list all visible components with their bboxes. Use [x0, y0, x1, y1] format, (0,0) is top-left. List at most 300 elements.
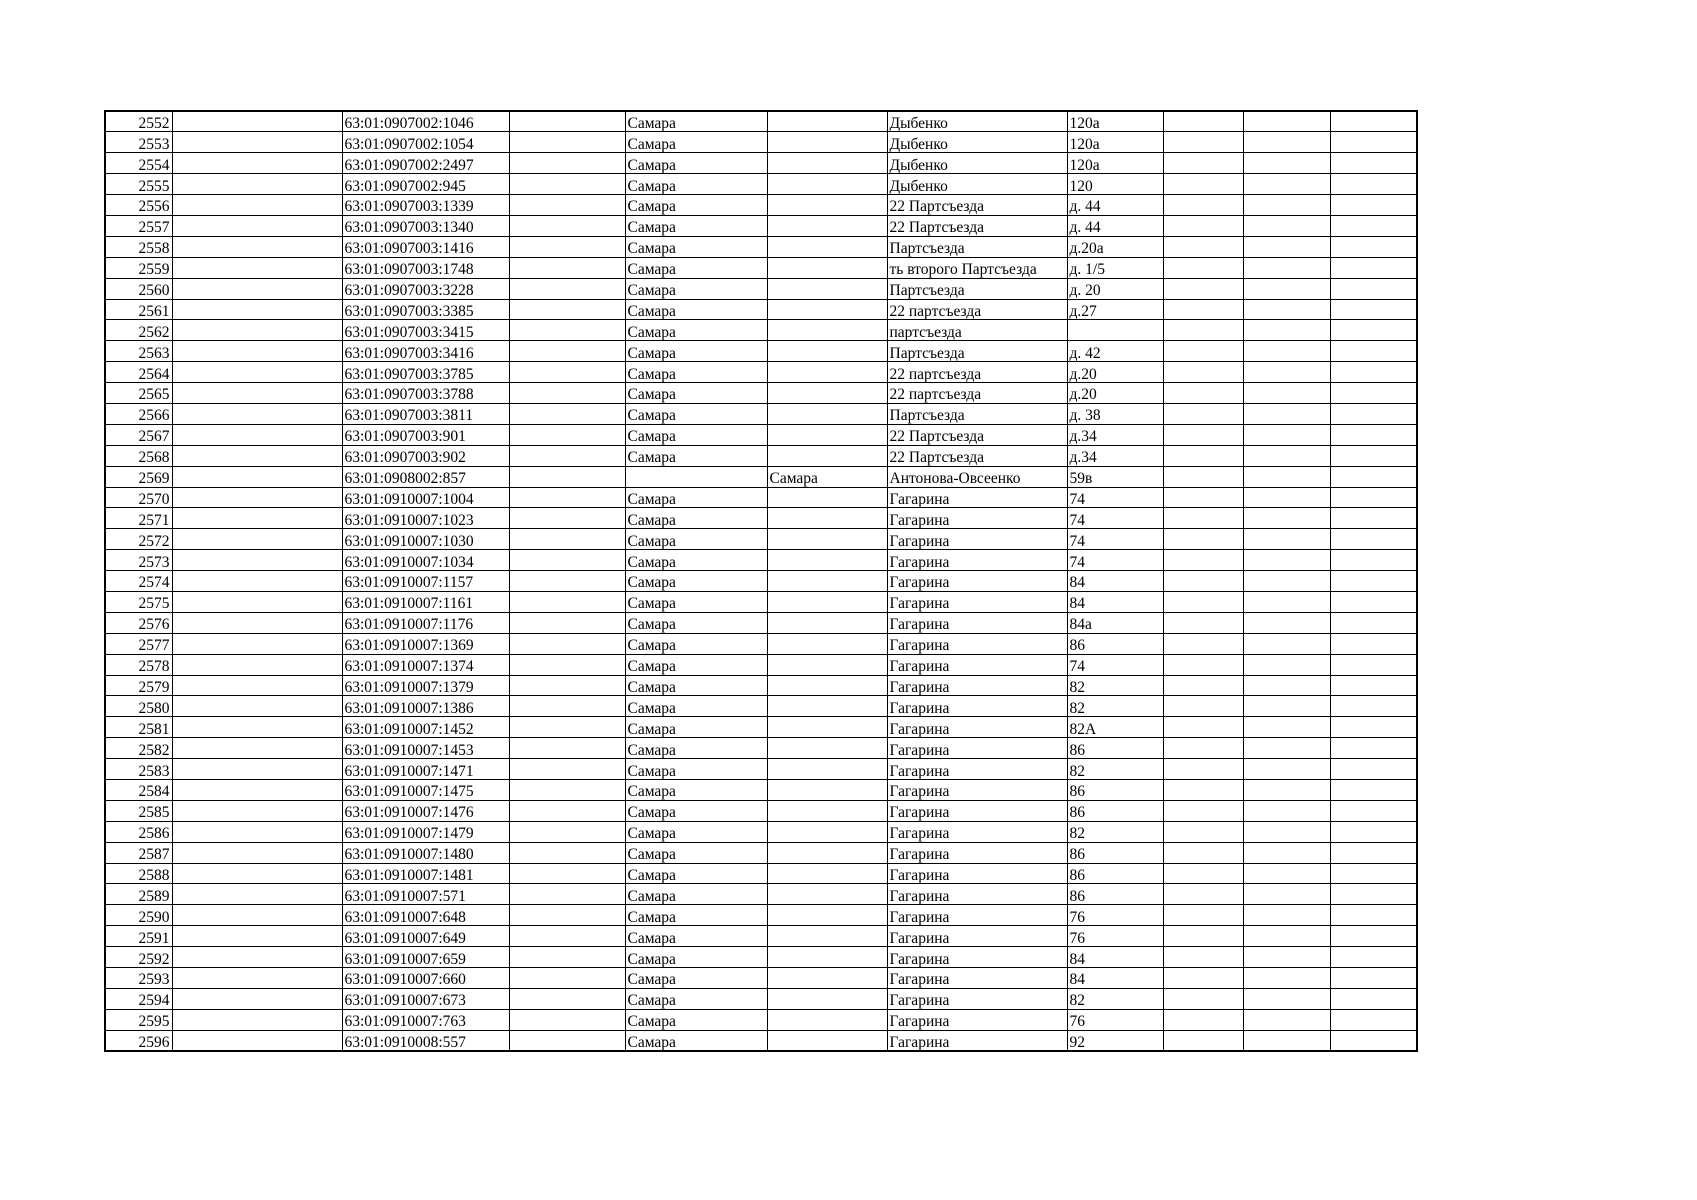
empty-cell	[172, 759, 342, 780]
city-cell: Самара	[625, 236, 767, 257]
empty-cell	[172, 800, 342, 821]
table-row	[105, 362, 1417, 383]
row-number-cell: 2595	[105, 1009, 172, 1030]
street-cell: Гагарина	[887, 571, 1067, 592]
city-cell: Самара	[625, 111, 767, 132]
house-number-cell: д. 1/5	[1067, 257, 1163, 278]
cadastral-number-cell: 63:01:0907003:3228	[342, 278, 509, 299]
locality-cell	[767, 153, 887, 174]
table-row	[105, 905, 1417, 926]
cadastral-number-cell: 63:01:0910007:1004	[342, 487, 509, 508]
row-number-cell: 2552	[105, 111, 172, 132]
table-row	[105, 550, 1417, 571]
cadastral-number-cell: 63:01:0910008:557	[342, 1030, 509, 1051]
cadastral-number-cell: 63:01:0910007:1453	[342, 738, 509, 759]
empty-cell	[172, 675, 342, 696]
empty-cell	[172, 863, 342, 884]
empty-cell	[1330, 445, 1417, 466]
city-cell: Самара	[625, 863, 767, 884]
empty-cell	[1163, 1009, 1243, 1030]
house-number-cell: 82	[1067, 696, 1163, 717]
empty-cell	[1163, 215, 1243, 236]
empty-cell	[509, 947, 625, 968]
row-number-cell: 2577	[105, 633, 172, 654]
row-number-cell: 2573	[105, 550, 172, 571]
empty-cell	[509, 424, 625, 445]
row-number-cell: 2567	[105, 424, 172, 445]
house-number-cell: 86	[1067, 780, 1163, 801]
locality-cell	[767, 675, 887, 696]
empty-cell	[1243, 675, 1330, 696]
city-cell: Самара	[625, 988, 767, 1009]
empty-cell	[172, 174, 342, 195]
register-table-body	[105, 111, 1417, 1051]
empty-cell	[1330, 403, 1417, 424]
empty-cell	[1163, 696, 1243, 717]
cadastral-number-cell: 63:01:0907002:1054	[342, 132, 509, 153]
city-cell: Самара	[625, 780, 767, 801]
empty-cell	[172, 424, 342, 445]
locality-cell	[767, 717, 887, 738]
locality-cell	[767, 988, 887, 1009]
locality-cell	[767, 299, 887, 320]
empty-cell	[509, 571, 625, 592]
empty-cell	[509, 445, 625, 466]
empty-cell	[1243, 299, 1330, 320]
street-cell: Дыбенко	[887, 174, 1067, 195]
city-cell: Самара	[625, 257, 767, 278]
empty-cell	[172, 215, 342, 236]
empty-cell	[1243, 968, 1330, 989]
empty-cell	[509, 780, 625, 801]
city-cell: Самара	[625, 926, 767, 947]
table-row	[105, 654, 1417, 675]
row-number-cell: 2560	[105, 278, 172, 299]
city-cell: Самара	[625, 195, 767, 216]
empty-cell	[1243, 195, 1330, 216]
table-row	[105, 926, 1417, 947]
cadastral-number-cell: 63:01:0910007:649	[342, 926, 509, 947]
empty-cell	[509, 1009, 625, 1030]
city-cell: Самара	[625, 529, 767, 550]
empty-cell	[1163, 968, 1243, 989]
city-cell: Самара	[625, 738, 767, 759]
row-number-cell: 2590	[105, 905, 172, 926]
row-number-cell: 2591	[105, 926, 172, 947]
street-cell: Дыбенко	[887, 153, 1067, 174]
street-cell: Гагарина	[887, 821, 1067, 842]
row-number-cell: 2571	[105, 508, 172, 529]
empty-cell	[509, 236, 625, 257]
street-cell: Гагарина	[887, 759, 1067, 780]
cadastral-number-cell: 63:01:0910007:571	[342, 884, 509, 905]
house-number-cell: д.20	[1067, 362, 1163, 383]
empty-cell	[1243, 571, 1330, 592]
empty-cell	[1330, 863, 1417, 884]
locality-cell	[767, 487, 887, 508]
empty-cell	[509, 403, 625, 424]
empty-cell	[172, 111, 342, 132]
empty-cell	[1163, 947, 1243, 968]
cadastral-number-cell: 63:01:0910007:763	[342, 1009, 509, 1030]
empty-cell	[1163, 132, 1243, 153]
empty-cell	[1330, 905, 1417, 926]
empty-cell	[509, 654, 625, 675]
table-row	[105, 780, 1417, 801]
row-number-cell: 2569	[105, 466, 172, 487]
street-cell: Гагарина	[887, 487, 1067, 508]
street-cell: Гагарина	[887, 968, 1067, 989]
empty-cell	[1243, 487, 1330, 508]
empty-cell	[1243, 362, 1330, 383]
empty-cell	[1243, 508, 1330, 529]
street-cell: Гагарина	[887, 926, 1067, 947]
house-number-cell: д.20	[1067, 383, 1163, 404]
empty-cell	[1163, 529, 1243, 550]
empty-cell	[1163, 759, 1243, 780]
row-number-cell: 2554	[105, 153, 172, 174]
table-row	[105, 403, 1417, 424]
locality-cell: Самара	[767, 466, 887, 487]
row-number-cell: 2558	[105, 236, 172, 257]
locality-cell	[767, 591, 887, 612]
empty-cell	[172, 257, 342, 278]
row-number-cell: 2576	[105, 612, 172, 633]
row-number-cell: 2588	[105, 863, 172, 884]
locality-cell	[767, 926, 887, 947]
empty-cell	[1330, 654, 1417, 675]
empty-cell	[1163, 299, 1243, 320]
cadastral-number-cell: 63:01:0910007:1157	[342, 571, 509, 592]
empty-cell	[1330, 717, 1417, 738]
empty-cell	[509, 612, 625, 633]
empty-cell	[509, 968, 625, 989]
empty-cell	[172, 821, 342, 842]
empty-cell	[509, 132, 625, 153]
empty-cell	[1330, 612, 1417, 633]
empty-cell	[1243, 780, 1330, 801]
house-number-cell: 120а	[1067, 111, 1163, 132]
city-cell: Самара	[625, 341, 767, 362]
empty-cell	[1330, 738, 1417, 759]
empty-cell	[509, 195, 625, 216]
empty-cell	[509, 257, 625, 278]
empty-cell	[1330, 884, 1417, 905]
empty-cell	[1330, 1009, 1417, 1030]
empty-cell	[509, 738, 625, 759]
empty-cell	[1163, 153, 1243, 174]
cadastral-number-cell: 63:01:0910007:1452	[342, 717, 509, 738]
table-row	[105, 696, 1417, 717]
row-number-cell: 2564	[105, 362, 172, 383]
cadastral-number-cell: 63:01:0907003:902	[342, 445, 509, 466]
cadastral-number-cell: 63:01:0910007:1480	[342, 842, 509, 863]
house-number-cell: д.34	[1067, 445, 1163, 466]
table-row	[105, 383, 1417, 404]
house-number-cell: 86	[1067, 738, 1163, 759]
street-cell: 22 партсъезда	[887, 299, 1067, 320]
street-cell: 22 Партсъезда	[887, 215, 1067, 236]
house-number-cell: 82А	[1067, 717, 1163, 738]
locality-cell	[767, 174, 887, 195]
empty-cell	[1330, 132, 1417, 153]
locality-cell	[767, 905, 887, 926]
house-number-cell: д.20а	[1067, 236, 1163, 257]
city-cell: Самара	[625, 424, 767, 445]
house-number-cell: д. 38	[1067, 403, 1163, 424]
empty-cell	[509, 383, 625, 404]
locality-cell	[767, 800, 887, 821]
empty-cell	[172, 487, 342, 508]
house-number-cell: 84а	[1067, 612, 1163, 633]
table-row	[105, 800, 1417, 821]
street-cell: Гагарина	[887, 738, 1067, 759]
locality-cell	[767, 821, 887, 842]
empty-cell	[1243, 654, 1330, 675]
house-number-cell: 86	[1067, 800, 1163, 821]
empty-cell	[172, 884, 342, 905]
street-cell: Гагарина	[887, 508, 1067, 529]
empty-cell	[509, 215, 625, 236]
cadastral-number-cell: 63:01:0910007:1369	[342, 633, 509, 654]
street-cell: Гагарина	[887, 612, 1067, 633]
table-row	[105, 195, 1417, 216]
empty-cell	[1330, 111, 1417, 132]
house-number-cell: 59в	[1067, 466, 1163, 487]
house-number-cell: 82	[1067, 821, 1163, 842]
empty-cell	[172, 508, 342, 529]
row-number-cell: 2585	[105, 800, 172, 821]
empty-cell	[1163, 842, 1243, 863]
empty-cell	[1330, 299, 1417, 320]
empty-cell	[1243, 759, 1330, 780]
empty-cell	[1243, 424, 1330, 445]
locality-cell	[767, 383, 887, 404]
empty-cell	[1330, 842, 1417, 863]
cadastral-number-cell: 63:01:0907002:945	[342, 174, 509, 195]
table-row	[105, 487, 1417, 508]
table-row	[105, 257, 1417, 278]
empty-cell	[172, 654, 342, 675]
locality-cell	[767, 195, 887, 216]
table-row	[105, 842, 1417, 863]
empty-cell	[1330, 821, 1417, 842]
cadastral-number-cell: 63:01:0910007:1030	[342, 529, 509, 550]
empty-cell	[172, 1030, 342, 1051]
empty-cell	[1243, 842, 1330, 863]
empty-cell	[172, 195, 342, 216]
row-number-cell: 2575	[105, 591, 172, 612]
empty-cell	[1243, 529, 1330, 550]
empty-cell	[172, 905, 342, 926]
locality-cell	[767, 236, 887, 257]
locality-cell	[767, 111, 887, 132]
street-cell: Партсъезда	[887, 236, 1067, 257]
street-cell: 22 партсъезда	[887, 383, 1067, 404]
empty-cell	[1330, 174, 1417, 195]
row-number-cell: 2561	[105, 299, 172, 320]
city-cell: Самара	[625, 487, 767, 508]
empty-cell	[509, 717, 625, 738]
table-row	[105, 508, 1417, 529]
cadastral-number-cell: 63:01:0907002:2497	[342, 153, 509, 174]
cadastral-number-cell: 63:01:0910007:1475	[342, 780, 509, 801]
empty-cell	[1163, 591, 1243, 612]
empty-cell	[1163, 445, 1243, 466]
row-number-cell: 2581	[105, 717, 172, 738]
empty-cell	[1330, 780, 1417, 801]
cadastral-number-cell: 63:01:0910007:1374	[342, 654, 509, 675]
row-number-cell: 2592	[105, 947, 172, 968]
empty-cell	[1330, 988, 1417, 1009]
table-row	[105, 738, 1417, 759]
empty-cell	[509, 111, 625, 132]
cadastral-number-cell: 63:01:0910007:660	[342, 968, 509, 989]
row-number-cell: 2593	[105, 968, 172, 989]
table-row	[105, 466, 1417, 487]
street-cell: Гагарина	[887, 800, 1067, 821]
empty-cell	[172, 445, 342, 466]
row-number-cell: 2589	[105, 884, 172, 905]
row-number-cell: 2570	[105, 487, 172, 508]
table-row	[105, 215, 1417, 236]
street-cell: Гагарина	[887, 905, 1067, 926]
empty-cell	[509, 759, 625, 780]
empty-cell	[1163, 926, 1243, 947]
empty-cell	[509, 299, 625, 320]
empty-cell	[172, 591, 342, 612]
city-cell: Самара	[625, 1030, 767, 1051]
city-cell	[625, 466, 767, 487]
empty-cell	[1330, 508, 1417, 529]
house-number-cell: 82	[1067, 675, 1163, 696]
empty-cell	[1163, 1030, 1243, 1051]
empty-cell	[1243, 947, 1330, 968]
empty-cell	[1243, 1030, 1330, 1051]
empty-cell	[1243, 466, 1330, 487]
cadastral-number-cell: 63:01:0910007:1379	[342, 675, 509, 696]
empty-cell	[1330, 968, 1417, 989]
street-cell: Гагарина	[887, 988, 1067, 1009]
empty-cell	[509, 278, 625, 299]
empty-cell	[1163, 905, 1243, 926]
empty-cell	[1163, 675, 1243, 696]
street-cell: Гагарина	[887, 1009, 1067, 1030]
house-number-cell: 82	[1067, 988, 1163, 1009]
city-cell: Самара	[625, 675, 767, 696]
empty-cell	[1243, 633, 1330, 654]
table-row	[105, 571, 1417, 592]
empty-cell	[1163, 508, 1243, 529]
empty-cell	[1163, 717, 1243, 738]
empty-cell	[509, 341, 625, 362]
cadastral-number-cell: 63:01:0907003:3416	[342, 341, 509, 362]
locality-cell	[767, 320, 887, 341]
table-row	[105, 341, 1417, 362]
row-number-cell: 2566	[105, 403, 172, 424]
house-number-cell: 84	[1067, 571, 1163, 592]
table-row	[105, 863, 1417, 884]
street-cell: Партсъезда	[887, 278, 1067, 299]
house-number-cell: 120а	[1067, 132, 1163, 153]
empty-cell	[1330, 278, 1417, 299]
table-row	[105, 591, 1417, 612]
street-cell: Антонова-Овсеенко	[887, 466, 1067, 487]
row-number-cell: 2555	[105, 174, 172, 195]
city-cell: Самара	[625, 717, 767, 738]
street-cell: Гагарина	[887, 529, 1067, 550]
empty-cell	[172, 612, 342, 633]
empty-cell	[172, 236, 342, 257]
row-number-cell: 2574	[105, 571, 172, 592]
cadastral-number-cell: 63:01:0908002:857	[342, 466, 509, 487]
locality-cell	[767, 278, 887, 299]
empty-cell	[1163, 780, 1243, 801]
city-cell: Самара	[625, 696, 767, 717]
empty-cell	[1163, 884, 1243, 905]
street-cell: Гагарина	[887, 591, 1067, 612]
empty-cell	[172, 926, 342, 947]
empty-cell	[172, 780, 342, 801]
table-row	[105, 633, 1417, 654]
table-row	[105, 988, 1417, 1009]
street-cell: Гагарина	[887, 947, 1067, 968]
street-cell: ть второго Партсъезда	[887, 257, 1067, 278]
locality-cell	[767, 968, 887, 989]
house-number-cell: 76	[1067, 905, 1163, 926]
row-number-cell: 2563	[105, 341, 172, 362]
table-row	[105, 299, 1417, 320]
street-cell: Гагарина	[887, 675, 1067, 696]
empty-cell	[1330, 696, 1417, 717]
empty-cell	[1243, 612, 1330, 633]
locality-cell	[767, 508, 887, 529]
house-number-cell	[1067, 320, 1163, 341]
city-cell: Самара	[625, 654, 767, 675]
locality-cell	[767, 654, 887, 675]
city-cell: Самара	[625, 403, 767, 424]
house-number-cell: 74	[1067, 654, 1163, 675]
empty-cell	[1330, 1030, 1417, 1051]
city-cell: Самара	[625, 383, 767, 404]
cadastral-number-cell: 63:01:0907002:1046	[342, 111, 509, 132]
empty-cell	[1163, 320, 1243, 341]
house-number-cell: 120а	[1067, 153, 1163, 174]
locality-cell	[767, 1030, 887, 1051]
table-row	[105, 884, 1417, 905]
empty-cell	[1163, 195, 1243, 216]
empty-cell	[1243, 403, 1330, 424]
house-number-cell: 76	[1067, 926, 1163, 947]
empty-cell	[1243, 320, 1330, 341]
empty-cell	[172, 738, 342, 759]
empty-cell	[509, 362, 625, 383]
house-number-cell: 84	[1067, 968, 1163, 989]
empty-cell	[1163, 821, 1243, 842]
locality-cell	[767, 863, 887, 884]
empty-cell	[509, 926, 625, 947]
empty-cell	[1243, 174, 1330, 195]
empty-cell	[172, 842, 342, 863]
empty-cell	[172, 1009, 342, 1030]
house-number-cell: 74	[1067, 529, 1163, 550]
empty-cell	[509, 821, 625, 842]
empty-cell	[172, 341, 342, 362]
cadastral-number-cell: 63:01:0910007:1161	[342, 591, 509, 612]
locality-cell	[767, 738, 887, 759]
empty-cell	[172, 132, 342, 153]
empty-cell	[1330, 633, 1417, 654]
